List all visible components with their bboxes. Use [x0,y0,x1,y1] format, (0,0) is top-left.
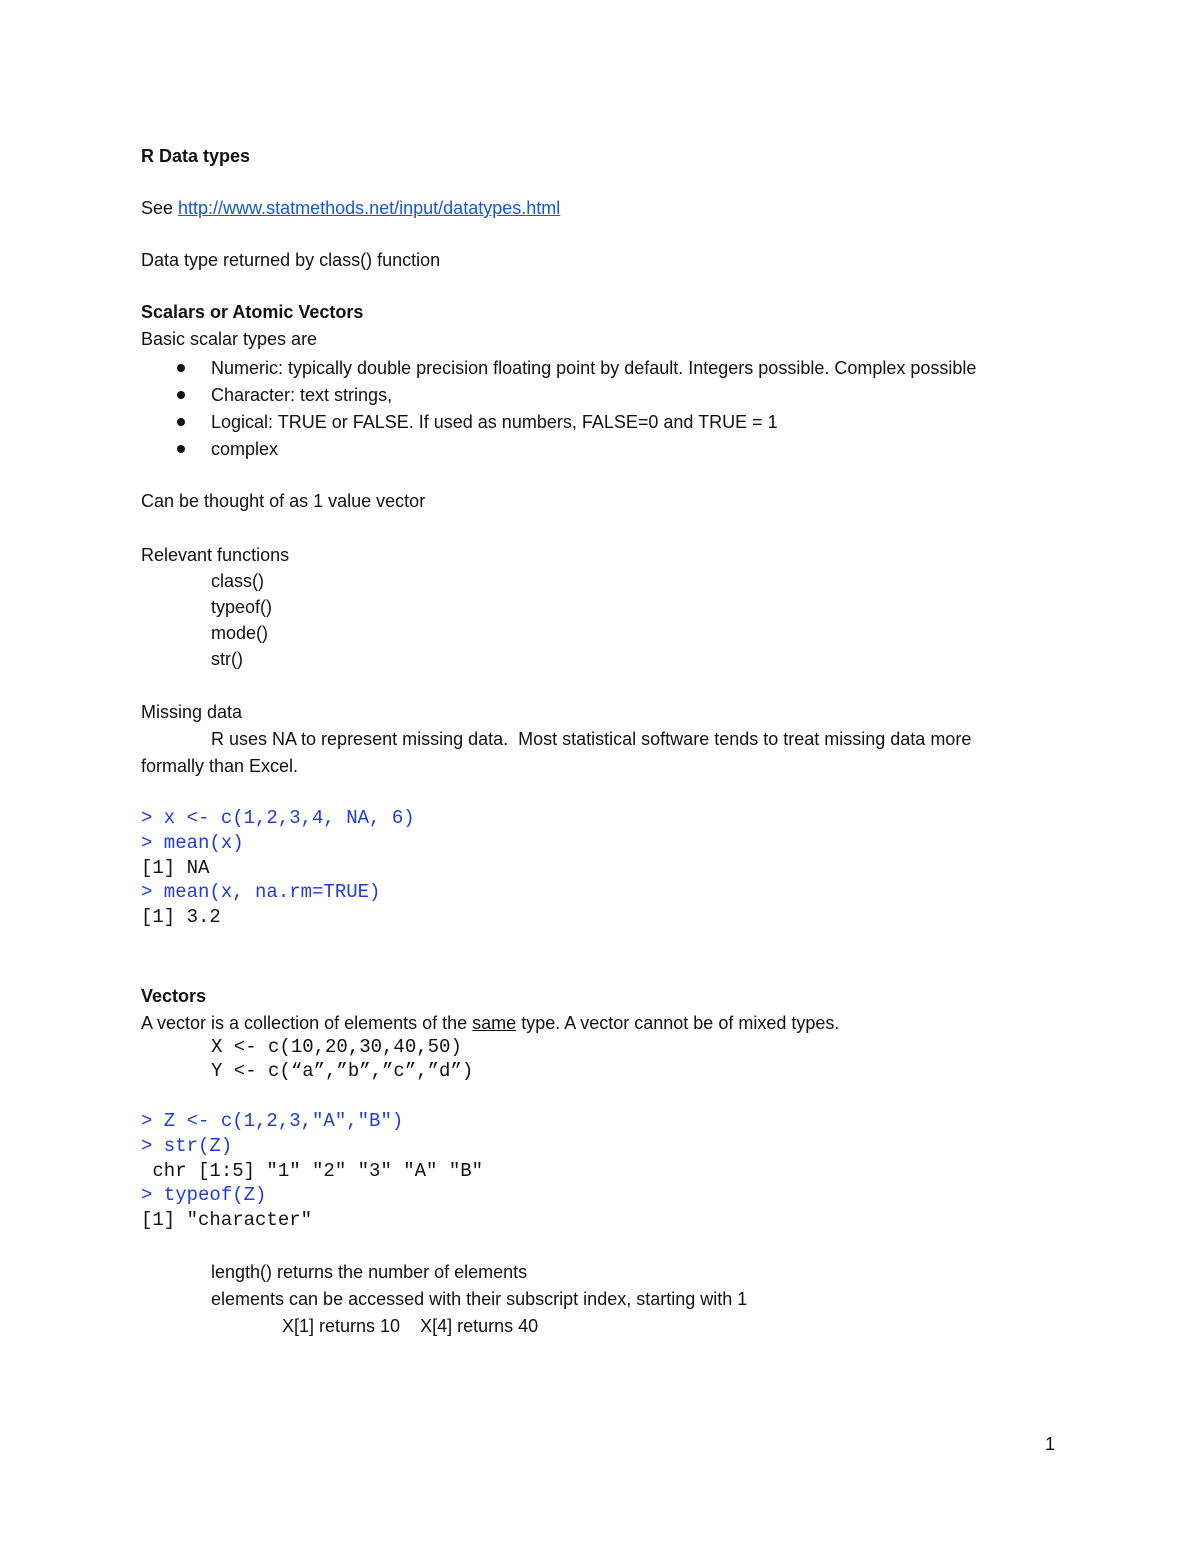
code-output: [1] 3.2 [141,906,221,928]
code-output: [1] NA [141,857,210,879]
scalars-outro: Can be thought of as 1 value vector [141,491,426,511]
list-item: complex [141,437,1021,462]
code-line: > typeof(Z) [141,1184,267,1206]
access-example: X[1] returns 10 X[4] returns 40 [282,1316,539,1336]
vectors-description: A vector is a collection of elements of the same type. A vector cannot be of mixed types. [141,1013,840,1033]
document-title: R Data types [141,146,251,166]
access-note: elements can be accessed with their subscript index, starting with 1 [211,1289,748,1309]
missing-line-1: R uses NA to represent missing data. Most statistical software tends to treat missing data more [211,729,972,749]
code-line: > Z <- c(1,2,3,"A","B") [141,1110,404,1132]
code-line: > x <- c(1,2,3,4, NA, 6) [141,807,415,829]
length-note: length() returns the number of elements [211,1262,528,1282]
code-output: chr [1:5] "1" "2" "3" "A" "B" [141,1160,484,1182]
scalar-types-list [141,356,1021,464]
code-output: [1] "character" [141,1209,313,1231]
class-note: Data type returned by class() function [141,250,441,270]
same-emphasis: same [472,1013,517,1033]
function-item: typeof() [211,597,273,617]
list-item: Character: text strings, [141,383,1021,408]
relevant-heading: Relevant functions [141,545,290,565]
list-item: Numeric: typically double precision floating point by default. Integers possible. Complex possible [141,356,1021,381]
statmethods-link[interactable]: http://www.statmethods.net/input/datatypes.html [178,198,561,218]
list-item: Logical: TRUE or FALSE. If used as numbers, FALSE=0 and TRUE = 1 [141,410,1021,435]
bullet-icon [177,445,185,453]
scalars-intro: Basic scalar types are [141,329,318,349]
vectors-heading: Vectors [141,986,207,1006]
code-line: > str(Z) [141,1135,233,1157]
missing-heading: Missing data [141,702,243,722]
bullet-icon [177,391,185,399]
see-prefix: See [141,198,179,218]
bullet-icon [177,418,185,426]
function-item: str() [211,649,243,669]
vector-example: X <- c(10,20,30,40,50) [211,1036,462,1058]
see-line [141,197,560,219]
missing-line-2: formally than Excel. [141,756,299,776]
code-line: > mean(x) [141,832,244,854]
scalars-heading: Scalars or Atomic Vectors [141,302,364,322]
function-item: class() [211,571,264,591]
page-number: 1 [1045,1434,1056,1454]
function-item: mode() [211,623,269,643]
bullet-icon [177,364,185,372]
vector-example: Y <- c(“a”,”b”,”c”,”d”) [211,1060,474,1082]
code-line: > mean(x, na.rm=TRUE) [141,881,381,903]
